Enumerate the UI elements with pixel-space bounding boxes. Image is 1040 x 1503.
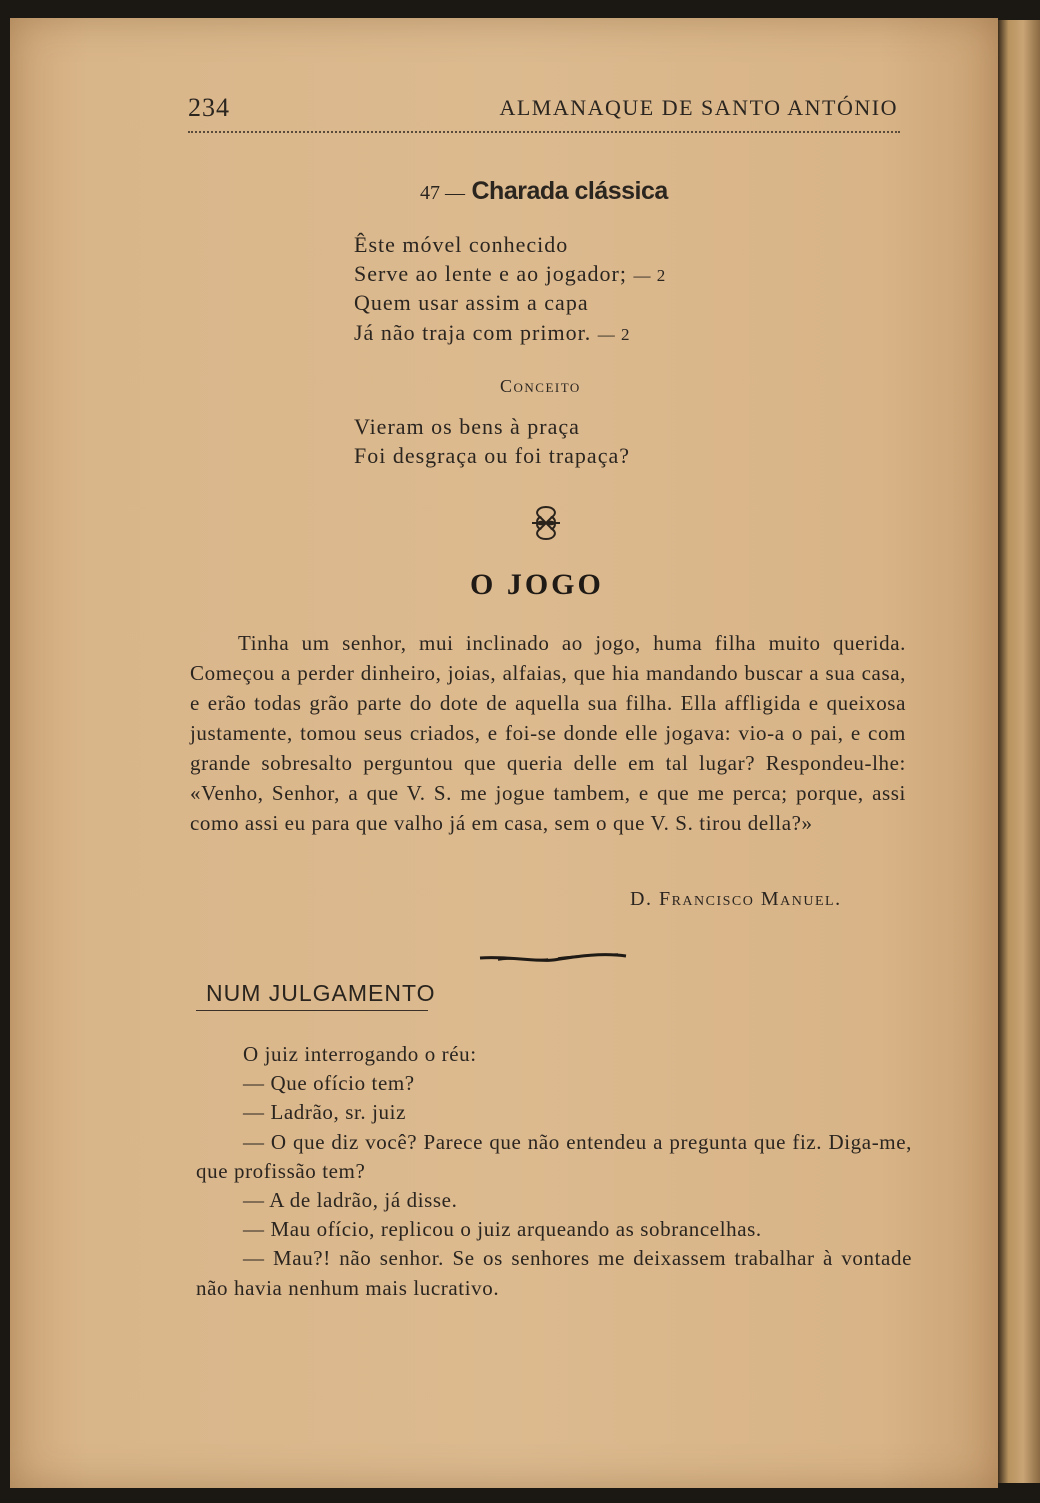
dialog-line: — A de ladrão, já disse. — [243, 1188, 458, 1213]
next-page-edge — [998, 20, 1040, 1483]
conceito-label — [500, 376, 581, 397]
dialog-line: O juiz interrogando o réu: — [243, 1042, 477, 1066]
charada-verse-line — [354, 259, 666, 290]
charada-heading — [420, 176, 668, 206]
page-number: 234 — [188, 93, 230, 122]
running-title: ALMANAQUE DE SANTO ANTÓNIO — [499, 95, 898, 120]
running-header — [188, 93, 898, 125]
dialog-line: — Mau ofício, replicou o juiz arqueando as sobrancelhas. — [243, 1217, 762, 1242]
header-rule — [188, 131, 900, 133]
author-name: Francisco Manuel. — [658, 888, 842, 910]
jogo-author — [630, 888, 842, 911]
verse-text: Já não traja com primor. — [354, 320, 592, 345]
verse-text: Serve ao lente e ao jogador; — [354, 261, 627, 286]
verse-text: Êste móvel conhecido — [354, 232, 569, 257]
dialog-line: — Que ofício tem? — [243, 1071, 415, 1096]
conceito-text: Foi desgraça ou foi trapaça? — [354, 443, 630, 468]
dialog-line: — Mau?! não senhor. Se os senhores me deixassem trabalhar à vontade não havia nenhum mais lucrativo. — [196, 1246, 912, 1300]
fleuron-ornament-icon — [526, 503, 566, 543]
charada-title: Charada clássica — [471, 177, 668, 205]
jogo-body — [190, 628, 906, 838]
conceito-text: Vieram os bens à praça — [354, 414, 580, 439]
charada-number: 47 — — [420, 182, 465, 204]
dialog-line: — O que diz você? Parece que não entendeu a pregunta que fiz. Diga-me, que profissão tem? — [196, 1129, 912, 1183]
julgamento-dialog — [196, 1040, 912, 1303]
dialog-line: — Ladrão, sr. juiz — [243, 1100, 407, 1125]
jogo-title: O JOGO — [470, 568, 604, 601]
verse-note: — 2 — [597, 325, 631, 344]
charada-verse-line — [354, 318, 630, 349]
charada-verse-line — [354, 230, 568, 259]
conceito-line — [354, 412, 580, 441]
conceito-label-text: Conceito — [500, 376, 581, 396]
conceito-line — [354, 441, 630, 470]
julgamento-title: NUM JULGAMENTO — [206, 980, 436, 1006]
verse-text: Quem usar assim a capa — [354, 290, 589, 315]
jogo-paragraph: Tinha um senhor, mui inclinado ao jogo, huma filha muito querida. Começou a perder dinheiro, joias, alfaias, que hia mandando buscar a sua casa, e erão todas grão parte do dote de aquella sua filha. Ella affligida e queixosa justamente, tomou seus criados, e foi-se donde elle jogava: vio-a o pai, e com grande sobresalto perguntou que queria delle em tal lugar? Respondeu-lhe: «Venho, Senhor, a que V. S. me jogue tambem, e que me perca; porque, assi como assi eu para que valho já em casa, sem o que V. S. tirou della?» — [190, 631, 906, 835]
verse-note: — 2 — [633, 266, 667, 285]
swash-divider-icon — [478, 946, 628, 968]
julgamento-rule — [196, 1010, 428, 1011]
author-initial: D. — [630, 888, 653, 910]
charada-verse-line — [354, 288, 589, 317]
